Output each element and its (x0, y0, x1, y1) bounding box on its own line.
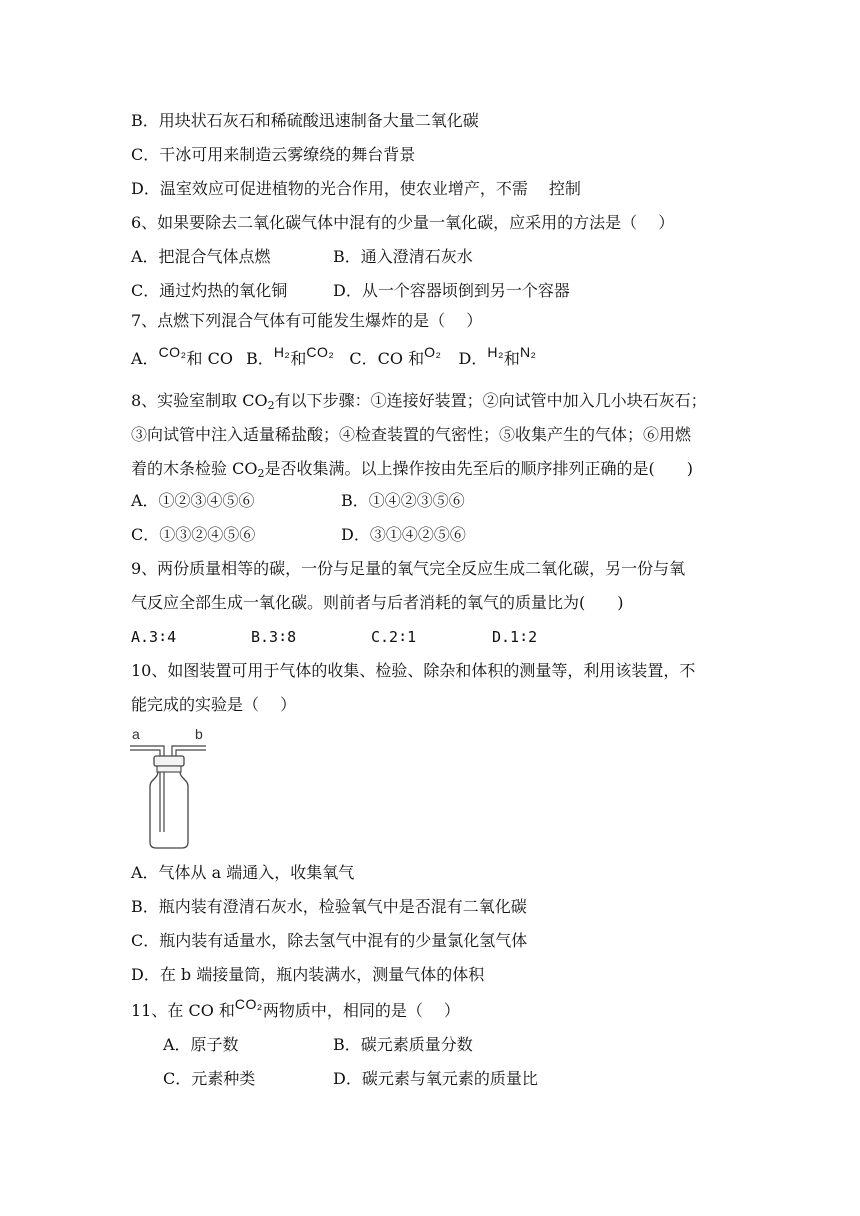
q11-option-b: B．碳元素质量分数 (333, 1035, 473, 1054)
q7-option-a-text: 和 CO (186, 349, 233, 368)
diagram-label-a: a (132, 726, 140, 742)
q8-sub-2: 2 (257, 467, 265, 480)
q7-option-d-and: 和 (503, 349, 520, 368)
q7-stem: 7、点燃下列混合气体有可能发生爆炸的是（ ） (131, 311, 483, 330)
q7-formula-o2: O₂ (424, 344, 442, 360)
q7-formula-h2: H₂ (273, 344, 291, 360)
q9-line-1: 9、两份质量相等的碳，一份与足量的氧气完全反应生成二氧化碳，另一份与氧 (131, 559, 686, 578)
q9-option-c: C.2∶1 (371, 628, 417, 646)
q8-line-1 (131, 390, 707, 412)
q10-line-2: 能完成的实验是（ ） (131, 695, 297, 714)
q6-stem: 6、如果要除去二氧化碳气体中混有的少量一氧化碳，应采用的方法是（ ） (131, 213, 675, 232)
q5-option-b: B．用块状石灰石和稀硫酸迅速制备大量二氧化碳 (131, 111, 479, 130)
q7-options (131, 344, 537, 370)
diagram-label-b: b (195, 726, 203, 742)
q5-option-c: C．干冰可用来制造云雾缭绕的舞台背景 (131, 145, 416, 164)
q8-option-d: D．③①④②⑤⑥ (341, 525, 466, 544)
q11-option-a: A．原子数 (163, 1035, 239, 1054)
q8-line-1b: 有以下步骤：①连接好装置；②向试管中加入几小块石灰石； (274, 391, 707, 410)
q8-line-3a: 着的木条检验 CO (131, 459, 258, 478)
q10-option-b: B．瓶内装有澄清石灰水，检验氧气中是否混有二氧化碳 (131, 897, 527, 916)
q11-formula-co2: CO₂ (234, 996, 263, 1012)
q8-line-1a: 8、实验室制取 CO (131, 391, 268, 410)
q9-option-d: D.1∶2 (492, 628, 538, 646)
q6-option-c: C．通过灼热的氧化铜 (131, 281, 288, 300)
q8-line-3 (131, 458, 693, 480)
q11-stem-b: 两物质中，相同的是（ ） (262, 1001, 460, 1020)
q9-option-a: A.3∶4 (131, 628, 177, 646)
q7-formula-n2: N₂ (519, 344, 537, 360)
stopper (154, 756, 184, 766)
q5-option-d: D．温室效应可促进植物的光合作用，使农业增产，不需 控制 (131, 179, 581, 198)
q10-option-c: C．瓶内装有适量水，除去氢气中混有的少量氯化氢气体 (131, 931, 528, 950)
q7-option-a-label: A． (131, 349, 159, 368)
q7-option-b-and: 和 (290, 349, 307, 368)
q11-option-c: C．元素种类 (163, 1069, 256, 1088)
q6-option-b: B．通入澄清石灰水 (333, 247, 473, 266)
q10-option-a: A．气体从 a 端通入，收集氧气 (131, 863, 355, 882)
bottle-body (150, 772, 188, 848)
q8-sub-1: 2 (267, 399, 275, 412)
q6-option-d: D．从一个容器顷倒到另一个容器 (333, 281, 570, 300)
q11-stem-a: 11、在 CO 和 (131, 1001, 235, 1020)
q11-stem (131, 996, 460, 1022)
q7-formula-co2-b: CO₂ (306, 344, 335, 360)
gas-bottle-diagram (128, 726, 208, 850)
q9-line-2: 气反应全部生成一氧化碳。则前者与后者消耗的氧气的质量比为( ) (131, 593, 624, 612)
q8-option-c: C．①③②④⑤⑥ (131, 525, 256, 544)
q10-option-d: D．在 b 端接量筒，瓶内装满水，测量气体的体积 (131, 965, 485, 984)
q9-option-b: B.3∶8 (251, 628, 297, 646)
q7-option-b-label: B． (246, 349, 274, 368)
q10-line-1: 10、如图装置可用于气体的收集、检验、除杂和体积的测量等，利用该装置，不 (131, 661, 696, 680)
q8-line-3b: 是否收集满。以上操作按由先至后的顺序排列正确的是( ) (264, 459, 693, 478)
bottle-neck (157, 766, 181, 772)
q6-option-a: A．把混合气体点燃 (131, 247, 271, 266)
q7-formula-h2-d: H₂ (487, 344, 504, 360)
q7-option-d-label: D． (458, 349, 488, 368)
q8-option-a: A．①②③④⑤⑥ (131, 491, 255, 510)
q8-line-2: ③向试管中注入适量稀盐酸；④检查装置的气密性；⑤收集产生的气体；⑥用燃 (131, 425, 692, 444)
q11-option-d: D．碳元素与氧元素的质量比 (333, 1069, 538, 1088)
q7-formula-co2: CO₂ (158, 344, 187, 360)
q7-option-c-label: C．CO 和 (349, 349, 425, 368)
q8-option-b: B．①④②③⑤⑥ (341, 491, 465, 510)
